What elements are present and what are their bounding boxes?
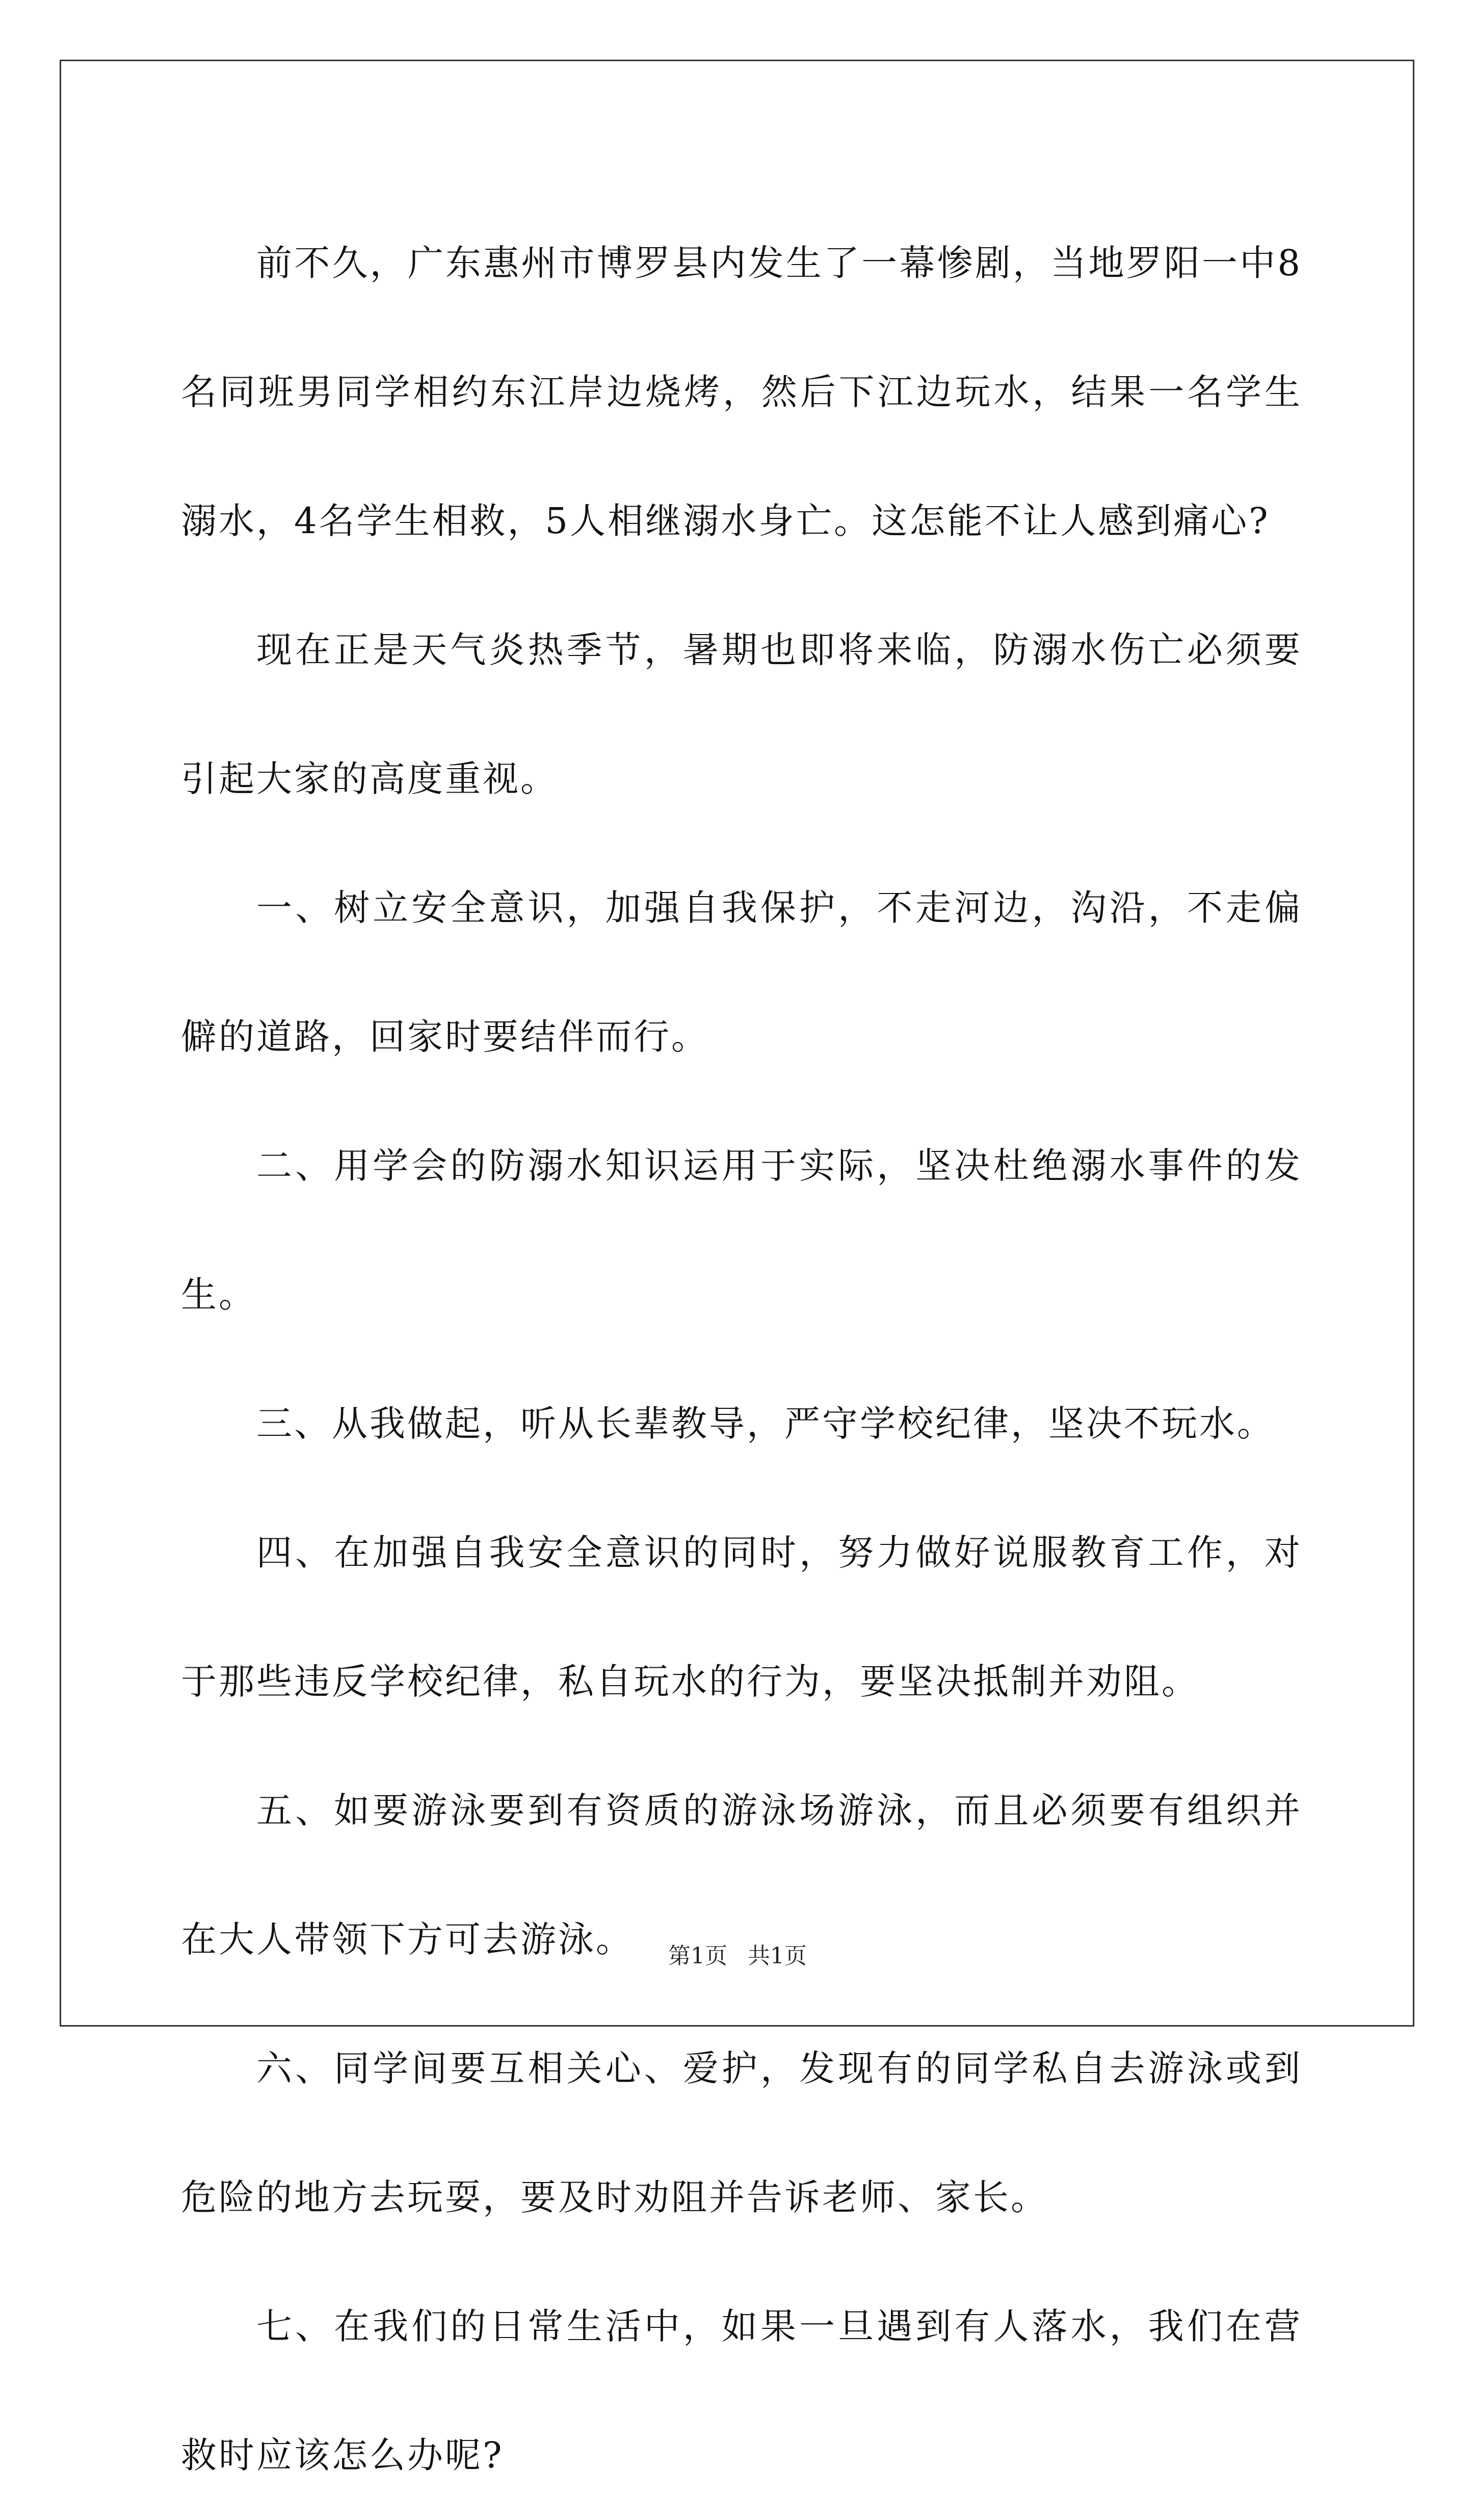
paragraph-5: 三、从我做起，听从长辈教导，严守学校纪律，坚决不玩水。 [256,1403,1275,1445]
page-number: 第1页 [668,1943,727,1969]
page-footer [0,1941,1475,1972]
page-total: 共1页 [748,1943,807,1969]
paragraph-4: 二、用学会的防溺水知识运用于实际，坚决杜绝溺水事件的发生。 [181,1145,1302,1316]
paragraph-3: 一、树立安全意识，加强自我保护，不走河边，沟沿，不走偏僻的道路，回家时要结伴而行。 [181,887,1302,1058]
paragraph-2: 现在正是天气炎热季节，暑期也即将来临，防溺水伤亡必须要引起大家的高度重视。 [181,629,1302,800]
paragraph-9: 七、在我们的日常生活中，如果一旦遇到有人落水，我们在营救时应该怎么办呢? [181,2305,1302,2476]
document-body [181,199,1302,2520]
paragraph-8: 六、同学间要互相关心、爱护，发现有的同学私自去游泳或到危险的地方去玩耍，要及时劝阻并告诉老师、家长。 [181,2048,1302,2218]
paragraph-7: 五、如要游泳要到有资质的游泳场游泳，而且必须要有组织并在大人带领下方可去游泳。 [181,1790,1302,1960]
paragraph-6: 四、在加强自我安全意识的同时，努力做好说服教育工作，对于那些违反学校纪律，私自玩水的行为，要坚决抵制并劝阻。 [181,1532,1302,1702]
paragraph-1: 前不久，广东惠州市博罗县内发生了一幕惨剧，当地罗阳一中8名同班男同学相约东江岸边烧烤，然后下江边玩水，结果一名学生溺水，4名学生相救，5人相继溺水身亡。这怎能不让人感到痛心? [181,242,1302,542]
